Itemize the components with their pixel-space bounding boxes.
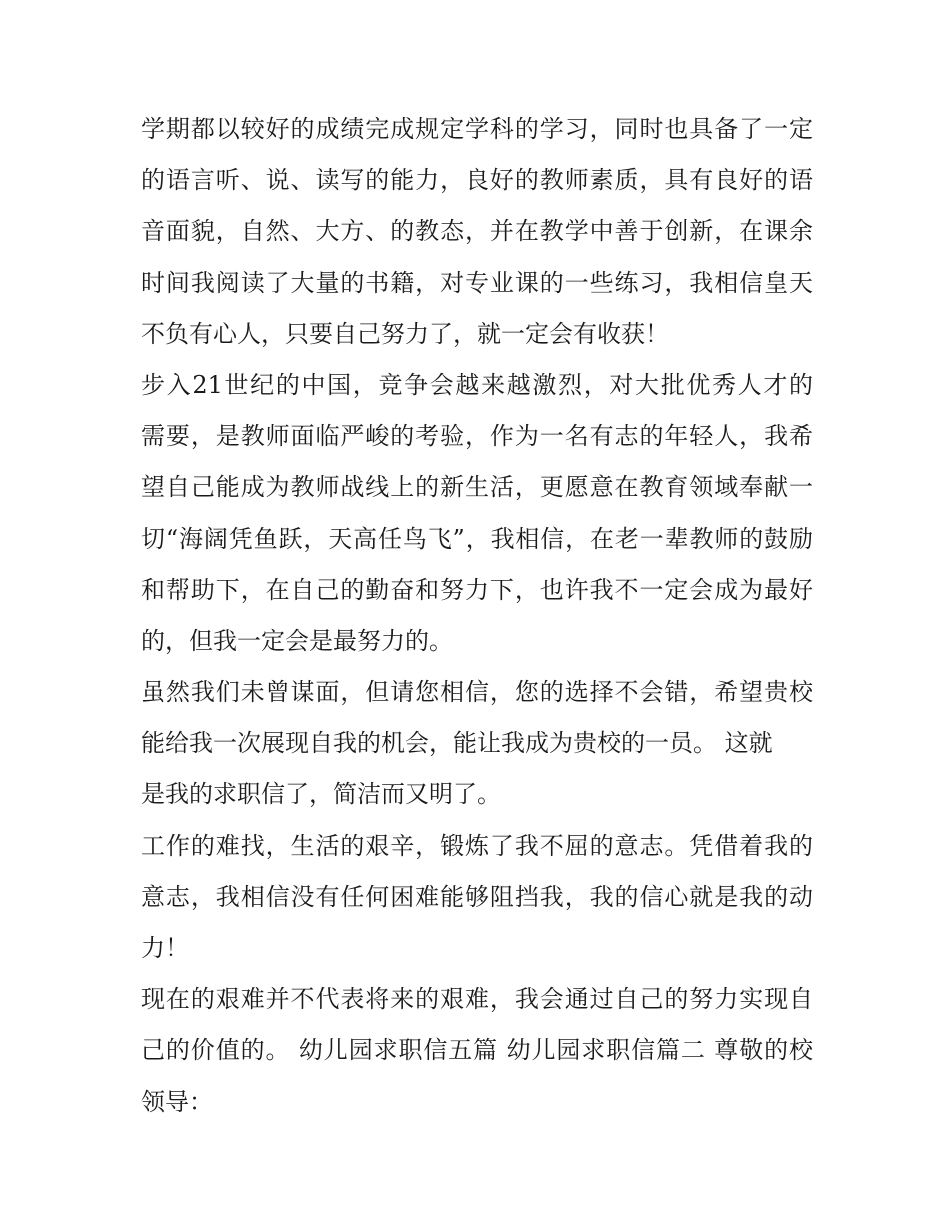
text-line: 音面貌，自然、大方、的教态，并在教学中善于创新，在课余 <box>141 217 813 246</box>
text-line: 望自己能成为教师战线上的新生活，更愿意在教育领域奉献一 <box>141 473 813 502</box>
paragraph-1 <box>141 104 813 360</box>
paragraph-4 <box>141 821 813 975</box>
text-line: 步入21世纪的中国，竞争会越来越激烈，对大批优秀人才的 <box>141 370 813 399</box>
text-line: 和帮助下，在自己的勤奋和努力下，也许我不一定会成为最好 <box>141 575 813 604</box>
document-body <box>141 104 813 1128</box>
paragraph-5 <box>141 974 813 1128</box>
text-line: 工作的难找，生活的艰辛，锻炼了我不屈的意志。凭借着我的 <box>141 831 813 860</box>
text-line: 不负有心人，只要自己努力了，就一定会有收获！ <box>141 319 669 348</box>
text-line: 虽然我们未曾谋面，但请您相信，您的选择不会错，希望贵校 <box>141 678 813 707</box>
text-line: 需要，是教师面临严峻的考验，作为一名有志的年轻人，我希 <box>141 422 813 451</box>
text-line: 己的价值的。 幼儿园求职信五篇 幼儿园求职信篇二 尊敬的校 <box>141 1036 813 1065</box>
text-line: 力！ <box>141 934 189 962</box>
text-line: 能给我一次展现自我的机会，能让我成为贵校的一员。 这就 <box>141 729 773 758</box>
text-line: 意志，我相信没有任何困难能够阻挡我，我的信心就是我的动 <box>141 882 813 911</box>
text-line: 学期都以较好的成绩完成规定学科的学习，同时也具备了一定 <box>141 115 813 143</box>
text-line: 领导： <box>141 1087 213 1116</box>
text-line: 的语言听、说、读写的能力，良好的教师素质，具有良好的语 <box>141 166 813 195</box>
paragraph-3 <box>141 667 813 821</box>
text-line: 的，但我一定会是最努力的。 <box>141 626 453 655</box>
text-line: 现在的艰难并不代表将来的艰难，我会通过自己的努力实现自 <box>141 985 813 1014</box>
paragraph-2 <box>141 360 813 667</box>
text-line: 切“海阔凭鱼跃，天高任鸟飞”，我相信，在老一辈教师的鼓励 <box>141 524 813 553</box>
text-line: 时间我阅读了大量的书籍，对专业课的一些练习，我相信皇天 <box>141 268 813 297</box>
text-line: 是我的求职信了，简洁而又明了。 <box>141 780 501 809</box>
